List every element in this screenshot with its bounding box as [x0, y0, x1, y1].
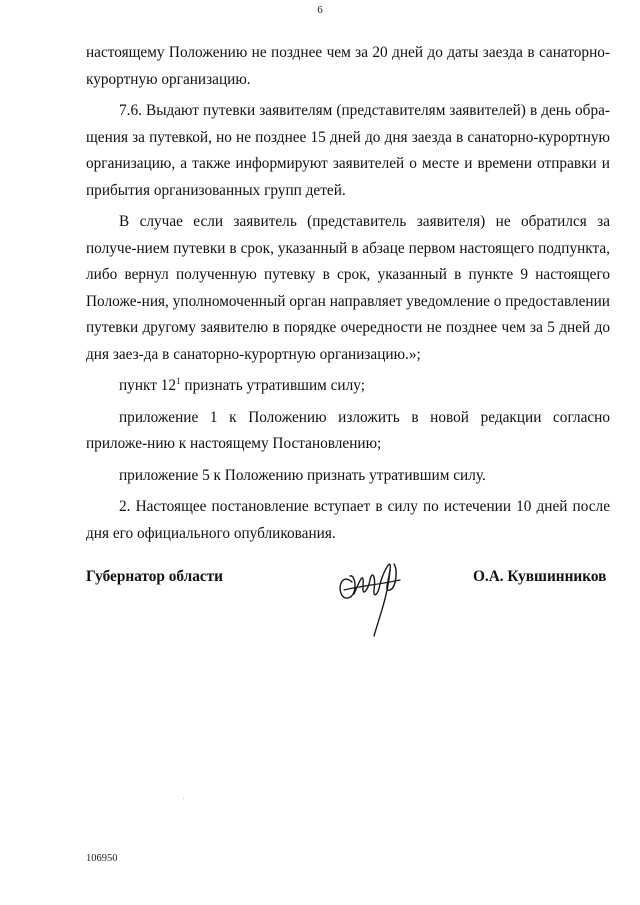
paragraph-item-12-1	[86, 373, 610, 400]
item-12-superscript: 1	[176, 376, 181, 386]
item-12-prefix: пункт 12	[119, 377, 177, 394]
document-body	[86, 40, 610, 547]
paragraph-appendix-1: приложение 1 к Положению изложить в новой редакции согласно приложе-нию к настоящему Постановлению;	[86, 408, 610, 452]
signatory-title: Губернатор области	[86, 568, 223, 585]
paragraph-7-6: 7.6. Выдают путевки заявителям (представителям заявителей) в день обра-щения за путевкой, но не позднее 15 дней до дня заезда в санаторно-курортную организацию, а также информируют заявителей о месте и времени отправки и прибытия организованных групп детей.	[86, 102, 610, 199]
paragraph-effective-date: 2. Настоящее постановление вступает в силу по истечении 10 дней после дня его официального опубликования.	[86, 498, 610, 542]
handwritten-signature	[330, 540, 410, 640]
signatory-name: О.А. Кувшинников	[473, 568, 607, 585]
item-12-suffix: признать утратившим силу;	[180, 377, 365, 394]
paragraph-continuation: настоящему Положению не позднее чем за 20 дней до даты заезда в санаторно-курортную организацию.	[86, 44, 610, 88]
scan-speck	[183, 798, 184, 799]
page-number: 6	[317, 4, 323, 16]
paragraph-refusal-case: В случае если заявитель (представитель заявителя) не обратился за получе-нием путевки в срок, указанный в абзаце первом настоящего подпункта, либо вернул полученную путевку в срок, указанный в пункте 9 настоящего Положе-ния, уполномоченный орган направляет уведомление о предоставлении путевки другому заявителю в порядке очередности не позднее чем за 5 дней до дня заез-да в санаторно-курортную организацию.»;	[86, 213, 610, 363]
document-code: 106950	[86, 853, 118, 864]
paragraph-appendix-5: приложение 5 к Положению признать утратившим силу.	[119, 466, 486, 484]
